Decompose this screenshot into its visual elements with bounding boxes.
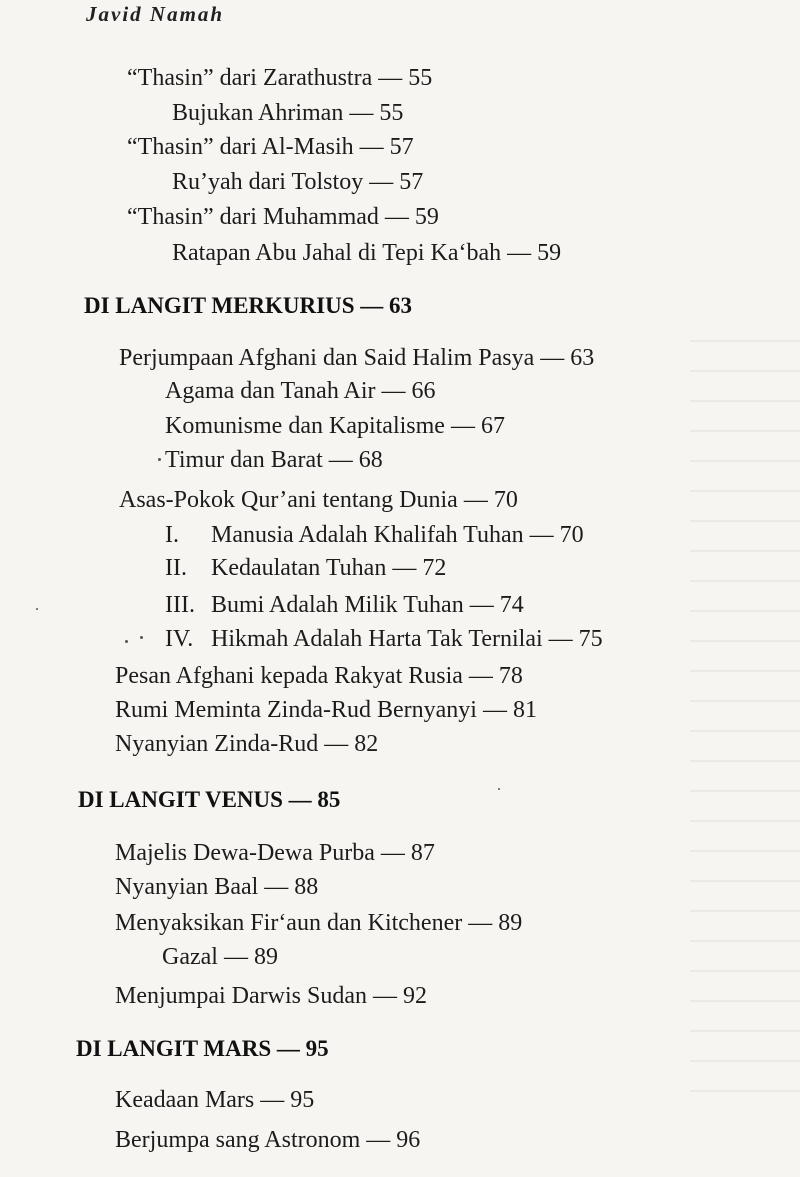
toc-entry: Nyanyian Baal — 88 [115,874,319,900]
toc-entry: Menjumpai Darwis Sudan — 92 [115,983,427,1009]
section-heading-mars: DI LANGIT MARS — 95 [76,1036,329,1061]
print-speck [36,608,38,610]
roman-numeral: I. [165,522,179,548]
running-head: Javid Namah [86,2,225,26]
toc-entry: Rumi Meminta Zinda-Rud Bernyanyi — 81 [115,697,537,723]
show-through-text [690,340,800,1100]
roman-numeral: II. [165,555,187,581]
toc-entry: Ru’yah dari Tolstoy — 57 [172,169,424,195]
toc-entry: Pesan Afghani kepada Rakyat Rusia — 78 [115,663,523,689]
toc-entry-numbered [165,553,446,583]
toc-entry: Bujukan Ahriman — 55 [172,100,404,126]
toc-entry: Agama dan Tanah Air — 66 [165,378,436,404]
print-speck [158,458,161,461]
toc-entry: Gazal — 89 [162,944,278,970]
toc-entry: Timur dan Barat — 68 [165,447,383,473]
toc-entry: “Thasin” dari Al-Masih — 57 [127,134,414,160]
toc-entry: Majelis Dewa-Dewa Purba — 87 [115,840,435,866]
toc-entry: Komunisme dan Kapitalisme — 67 [165,413,505,439]
toc-entry: Keadaan Mars — 95 [115,1087,315,1113]
roman-numeral: III. [165,592,195,618]
toc-entry-numbered [165,624,603,654]
toc-entry: Asas-Pokok Qur’ani tentang Dunia — 70 [119,487,518,513]
toc-entry: Nyanyian Zinda-Rud — 82 [115,731,379,757]
print-speck [140,636,143,639]
print-speck [125,640,128,643]
section-heading-merkurius: DI LANGIT MERKURIUS — 63 [84,293,413,318]
toc-entry: “Thasin” dari Zarathustra — 55 [127,65,433,91]
toc-entry: Menyaksikan Fir‘aun dan Kitchener — 89 [115,910,523,936]
toc-entry-numbered [165,520,584,550]
toc-entry: “Thasin” dari Muhammad — 59 [127,204,439,230]
toc-entry: Berjumpa sang Astronom — 96 [115,1127,421,1153]
toc-entry-label: Manusia Adalah Khalifah Tuhan — 70 [211,522,584,548]
toc-entry: Perjumpaan Afghani dan Said Halim Pasya — 63 [119,345,595,371]
print-speck [498,788,500,790]
toc-entry: Ratapan Abu Jahal di Tepi Ka‘bah — 59 [172,240,562,266]
roman-numeral: IV. [165,626,194,652]
toc-entry-label: Bumi Adalah Milik Tuhan — 74 [211,592,524,618]
toc-entry-label: Hikmah Adalah Harta Tak Ternilai — 75 [211,626,603,652]
toc-entry-numbered [165,590,524,620]
toc-entry-label: Kedaulatan Tuhan — 72 [211,555,447,581]
section-heading-venus: DI LANGIT VENUS — 85 [78,787,341,812]
